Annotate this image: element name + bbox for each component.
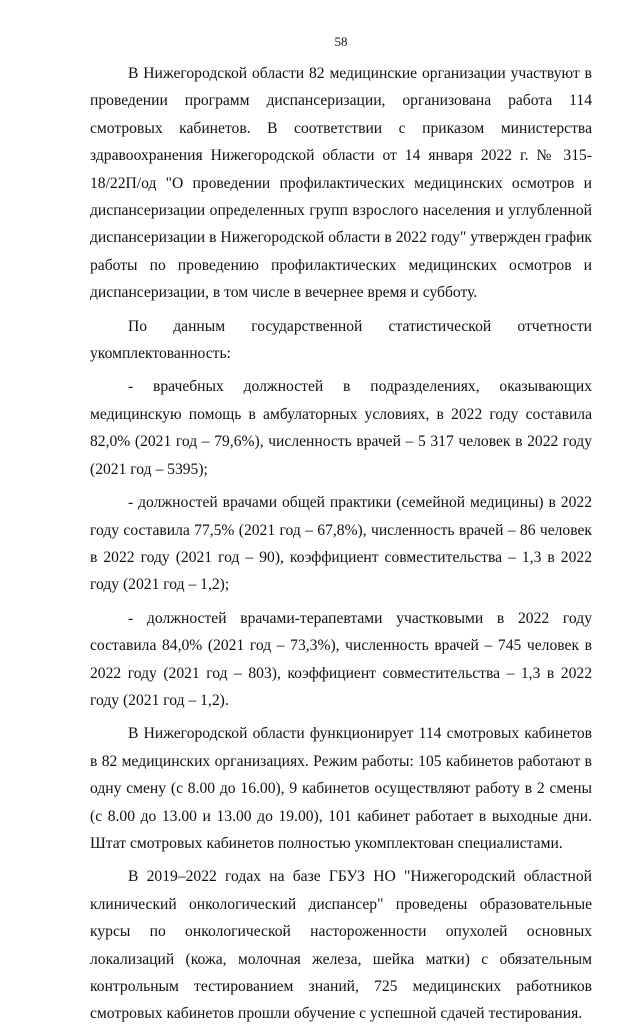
page-number: 58 xyxy=(334,34,348,49)
paragraph-staffing-intro: По данным государственной статистической отчетности укомплектованность: xyxy=(90,317,592,363)
paragraph-examination-rooms: В Нижегородской области функционирует 114 смотровых кабинетов в 82 медицинских организациях. Режим работы: 105 кабинетов работают в одну смену (с 8.00 до 16.00), 9 кабинетов осуществляют работу в 2 смены (с 8.00 до 13.00 и 13.00 до 19.00), 101 кабинет работает в выходные дни. Штат смотровых кабинетов полностью укомплектован специалистами. xyxy=(90,725,592,852)
paragraph-screening-programs: В Нижегородской области 82 медицинские организации участвуют в проведении программ диспансеризации, организована работа 114 смотровых кабинетов. В соответствии с приказом министерства здравоохранения Нижегородской области от 14 января 2022 г. № 315-18/22П/од "О проведении профилактических медицинских осмотров и диспансеризации определенных групп взрослого населения и углубленной диспансеризации в Нижегородской области в 2022 году" утвержден график работы по проведению профилактических медицинских осмотров и диспансеризации, в том числе в вечернее время и субботу. xyxy=(90,65,592,302)
paragraph-general-practitioners: - должностей врачами общей практики (семейной медицины) в 2022 году составила 77,5% (2021 год – 67,8%), численность врачей – 86 человек в 2022 году (2021 год – 90), коэффициент совместительства – 1,3 в 2022 году (2021 год – 1,2); xyxy=(90,494,592,594)
paragraph-outpatient-doctors: - врачебных должностей в подразделениях, оказывающих медицинскую помощь в амбулаторных условиях, в 2022 году составила 82,0% (2021 год – 79,6%), численность врачей – 5 317 человек в 2022 году (2021 год – 5395); xyxy=(90,378,592,478)
paragraph-district-therapists: - должностей врачами-терапевтами участковыми в 2022 году составила 84,0% (2021 год – 73,3%), численность врачей – 745 человек в 2022 году (2021 год – 803), коэффициент совместительства – 1,3 в 2022 году (2021 год – 1,2). xyxy=(90,609,592,709)
paragraph-oncology-training: В 2019–2022 годах на базе ГБУЗ НО "Нижегородский областной клинический онкологический диспансер" проведены образовательные курсы по онкологической настороженности опухолей основных локализаций (кожа, молочная железа, шейка матки) с обязательным контрольным тестированием знаний, 725 медицинских работников смотровых кабинетов прошли обучение с успешной сдачей тестирования. xyxy=(90,868,592,1023)
